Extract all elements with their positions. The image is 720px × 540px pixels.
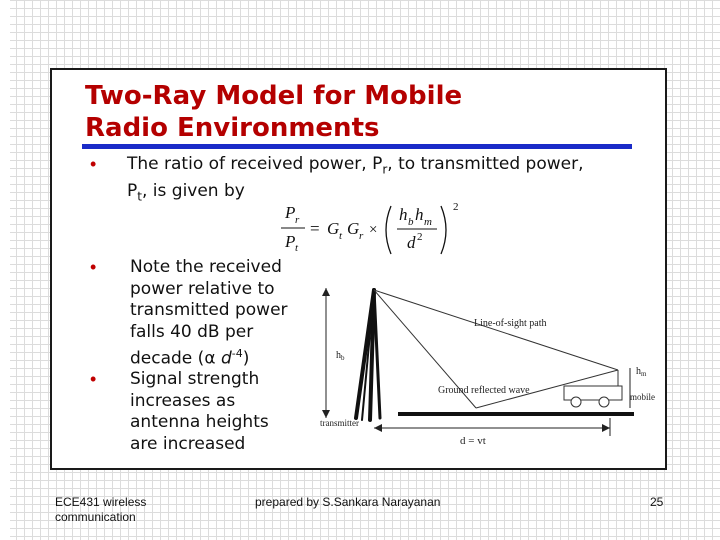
bullet-marker-3: •: [90, 369, 97, 389]
slide-frame: [50, 68, 667, 470]
page-number: 25: [650, 495, 664, 509]
power-ratio-formula: [277, 198, 517, 258]
svg-text:×: ×: [369, 222, 378, 238]
bullet-1-text: The ratio of received power, $P_r$, to transmitted power, $P_t$, is given by: [127, 154, 584, 204]
title-underline: [82, 144, 632, 149]
title-line-2: Radio Environments: [85, 113, 380, 143]
line-of-sight-label: Line-of-sight path: [474, 318, 547, 329]
svg-text:P: P: [285, 203, 296, 222]
mobile-label: mobile: [630, 392, 655, 402]
slide-title: [85, 80, 462, 144]
line-of-sight-ray: [374, 290, 618, 370]
hm-label: $h_m$: [636, 366, 647, 378]
bullet-2-text: Note the received power relative to transmitted power falls 40 dB per decade (α $d^{-4}$): [130, 257, 288, 369]
svg-text:2: 2: [417, 231, 423, 243]
footer-course: ECE431 wireless communication: [55, 495, 147, 524]
footer-author: prepared by S.Sankara Narayanan: [255, 495, 441, 509]
svg-text:h: h: [399, 205, 408, 224]
ground-line: [398, 412, 634, 416]
svg-text:t: t: [339, 230, 343, 242]
mobile-vehicle: [564, 370, 622, 407]
ground-reflected-label: Ground reflected wave: [438, 385, 530, 396]
svg-text:P: P: [285, 232, 296, 251]
transmitter-tower: [356, 290, 380, 420]
bullet-marker-1: •: [90, 154, 97, 174]
svg-text:d: d: [407, 233, 416, 252]
title-line-1: Two-Ray Model for Mobile: [85, 81, 463, 111]
transmitter-label: transmitter: [320, 418, 359, 428]
hb-label: $h_b$: [336, 350, 345, 362]
bullet-marker-2: •: [90, 257, 97, 277]
svg-text:h: h: [415, 205, 424, 224]
distance-label: d = vt: [460, 435, 486, 447]
svg-text:r: r: [295, 214, 300, 226]
bullet-3-text: Signal strength increases as antenna heights are increased: [130, 369, 269, 454]
svg-text:m: m: [424, 216, 432, 228]
two-ray-diagram: [300, 278, 655, 458]
svg-text:r: r: [359, 230, 364, 242]
svg-text:G: G: [327, 219, 340, 238]
hb-arrow-top: [322, 288, 330, 296]
svg-text:b: b: [408, 216, 414, 228]
svg-text:=: =: [310, 219, 320, 238]
left-strip: [0, 0, 10, 540]
svg-text:2: 2: [453, 201, 459, 213]
svg-text:t: t: [295, 242, 299, 254]
hb-arrow-bottom: [322, 410, 330, 418]
svg-text:G: G: [347, 219, 360, 238]
